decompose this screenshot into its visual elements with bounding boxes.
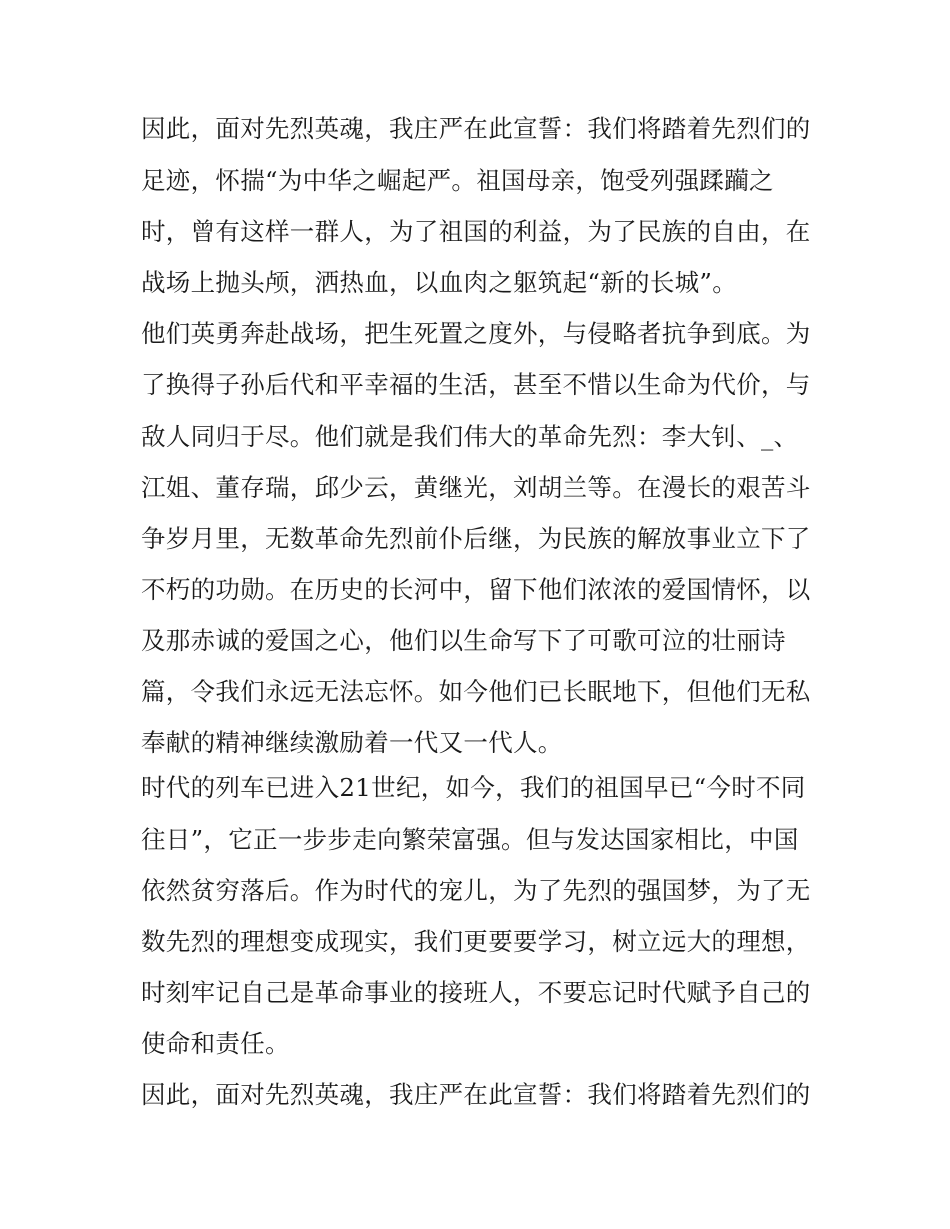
text-line: 时，曾有这样一群人，为了祖国的利益，为了民族的自由，在	[141, 217, 811, 246]
text-line: 使命和责任。	[141, 1029, 290, 1058]
text-line: 江姐、董存瑞，邱少云，黄继光，刘胡兰等。在漫长的艰苦斗	[141, 473, 811, 502]
text-line: 及那赤诚的爱国之心，他们以生命写下了可歌可泣的壮丽诗	[141, 626, 786, 655]
text-line: 篇，令我们永远无法忘怀。如今他们已长眠地下，但他们无私	[141, 677, 811, 706]
text-line: 时代的列车已进入21世纪，如今，我们的祖国早已“今时不同	[141, 773, 806, 802]
text-line: 不朽的功勋。在历史的长河中，留下他们浓浓的爱国情怀，以	[141, 575, 811, 604]
text-line: 足迹，怀揣“为中华之崛起严。祖国母亲，饱受列强蹂躏之	[141, 166, 774, 195]
text-line: 争岁月里，无数革命先烈前仆后继，为民族的解放事业立下了	[141, 524, 811, 553]
text-line: 数先烈的理想变成现实，我们更要要学习，树立远大的理想，	[141, 927, 811, 956]
text-line: 因此，面对先烈英魂，我庄严在此宣誓：我们将踏着先烈们的	[141, 114, 811, 143]
text-line: 依然贫穷落后。作为时代的宠儿，为了先烈的强国梦，为了无	[141, 876, 811, 905]
text-line: 他们英勇奔赴战场，把生死置之度外，与侵略者抗争到底。为	[141, 319, 811, 348]
text-line: 奉献的精神继续激励着一代又一代人。	[141, 728, 563, 757]
text-line: 因此，面对先烈英魂，我庄严在此宣誓：我们将踏着先烈们的	[141, 1080, 811, 1109]
text-line: 战场上抛头颅，洒热血，以血肉之躯筑起“新的长城”。	[141, 268, 738, 297]
text-line: 了换得子孙后代和平幸福的生活，甚至不惜以生命为代价，与	[141, 370, 811, 399]
text-line: 时刻牢记自己是革命事业的接班人，不要忘记时代赋予自己的	[141, 978, 811, 1007]
text-line: 往日”，它正一步步走向繁荣富强。但与发达国家相比，中国	[141, 825, 799, 854]
text-line: 敌人同归于尽。他们就是我们伟大的革命先烈：李大钊、_、	[141, 422, 799, 451]
